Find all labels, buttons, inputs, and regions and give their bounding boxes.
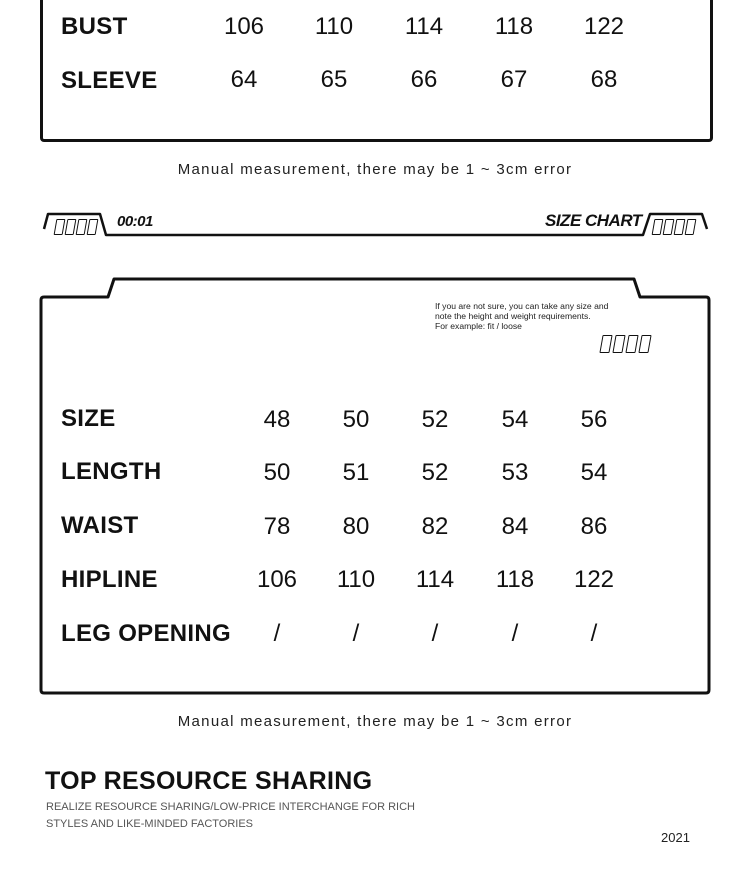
slot-icon bbox=[54, 219, 66, 235]
length-value: 51 bbox=[342, 459, 370, 486]
waist-value: 86 bbox=[580, 513, 608, 540]
footer-subtitle bbox=[46, 799, 415, 833]
slot-icon bbox=[599, 335, 612, 353]
row-label-hipline: HIPLINE bbox=[61, 566, 158, 593]
size-value: 52 bbox=[421, 406, 449, 433]
waist-value: 84 bbox=[501, 513, 529, 540]
hipline-value: 106 bbox=[256, 566, 298, 593]
measurement-note-top: Manual measurement, there may be 1 ~ 3cm error bbox=[177, 161, 573, 178]
hipline-value: 122 bbox=[573, 566, 615, 593]
banner-time: 00:01 bbox=[117, 213, 153, 230]
size-tips bbox=[435, 301, 608, 331]
row-label-length: LENGTH bbox=[61, 458, 162, 485]
slot-icon bbox=[663, 219, 675, 235]
size-value: 56 bbox=[580, 406, 608, 433]
leg-opening-value: / bbox=[590, 620, 598, 647]
slot-icon bbox=[65, 219, 77, 235]
slot-icon bbox=[674, 219, 686, 235]
tips-line: For example: fit / loose bbox=[435, 321, 522, 331]
hipline-value: 114 bbox=[415, 566, 455, 593]
waist-value: 78 bbox=[263, 513, 291, 540]
row-label-sleeve: SLEEVE bbox=[61, 67, 158, 94]
length-value: 50 bbox=[263, 459, 291, 486]
footer-subtitle-line: REALIZE RESOURCE SHARING/LOW-PRICE INTERCHANGE FOR RICH bbox=[46, 801, 415, 813]
slot-icon bbox=[76, 219, 88, 235]
size-value: 48 bbox=[263, 406, 291, 433]
row-label-bust: BUST bbox=[61, 13, 128, 40]
sleeve-value: 66 bbox=[410, 66, 438, 93]
sleeve-value: 65 bbox=[320, 66, 348, 93]
measurement-note-bottom: Manual measurement, there may be 1 ~ 3cm error bbox=[177, 713, 573, 730]
slot-icon bbox=[625, 335, 638, 353]
tips-line: note the height and weight requirements. bbox=[435, 311, 591, 321]
size-value: 50 bbox=[342, 406, 370, 433]
length-value: 53 bbox=[501, 459, 529, 486]
leg-opening-value: / bbox=[511, 620, 519, 647]
slot-icon bbox=[685, 219, 697, 235]
leg-opening-value: / bbox=[431, 620, 439, 647]
size-value: 54 bbox=[501, 406, 529, 433]
bust-value: 122 bbox=[583, 13, 625, 40]
bust-value: 106 bbox=[223, 13, 265, 40]
slot-icon bbox=[87, 219, 99, 235]
tips-slots bbox=[601, 335, 650, 353]
sleeve-value: 64 bbox=[230, 66, 258, 93]
hipline-value: 110 bbox=[336, 566, 376, 593]
slot-icon bbox=[612, 335, 625, 353]
row-label-size: SIZE bbox=[61, 405, 116, 432]
length-value: 52 bbox=[421, 459, 449, 486]
footer-year: 2021 bbox=[661, 830, 690, 845]
leg-opening-value: / bbox=[273, 620, 281, 647]
banner-title: SIZE CHART bbox=[545, 211, 642, 230]
length-value: 54 bbox=[580, 459, 608, 486]
row-label-waist: WAIST bbox=[61, 512, 139, 539]
sleeve-value: 68 bbox=[590, 66, 618, 93]
footer-subtitle-line: STYLES AND LIKE-MINDED FACTORIES bbox=[46, 818, 254, 830]
sleeve-value: 67 bbox=[500, 66, 528, 93]
footer-title: TOP RESOURCE SHARING bbox=[45, 767, 373, 795]
leg-opening-value: / bbox=[352, 620, 360, 647]
tips-line: If you are not sure, you can take any size and bbox=[435, 301, 609, 311]
row-label-leg-opening: LEG OPENING bbox=[61, 620, 231, 647]
banner-slots-right bbox=[653, 219, 695, 235]
waist-value: 80 bbox=[342, 513, 370, 540]
bust-value: 114 bbox=[404, 13, 444, 40]
waist-value: 82 bbox=[421, 513, 449, 540]
slot-icon bbox=[652, 219, 664, 235]
bust-value: 110 bbox=[314, 13, 354, 40]
slot-icon bbox=[638, 335, 651, 353]
banner-slots-left bbox=[55, 219, 97, 235]
bust-value: 118 bbox=[494, 13, 534, 40]
hipline-value: 118 bbox=[495, 566, 535, 593]
